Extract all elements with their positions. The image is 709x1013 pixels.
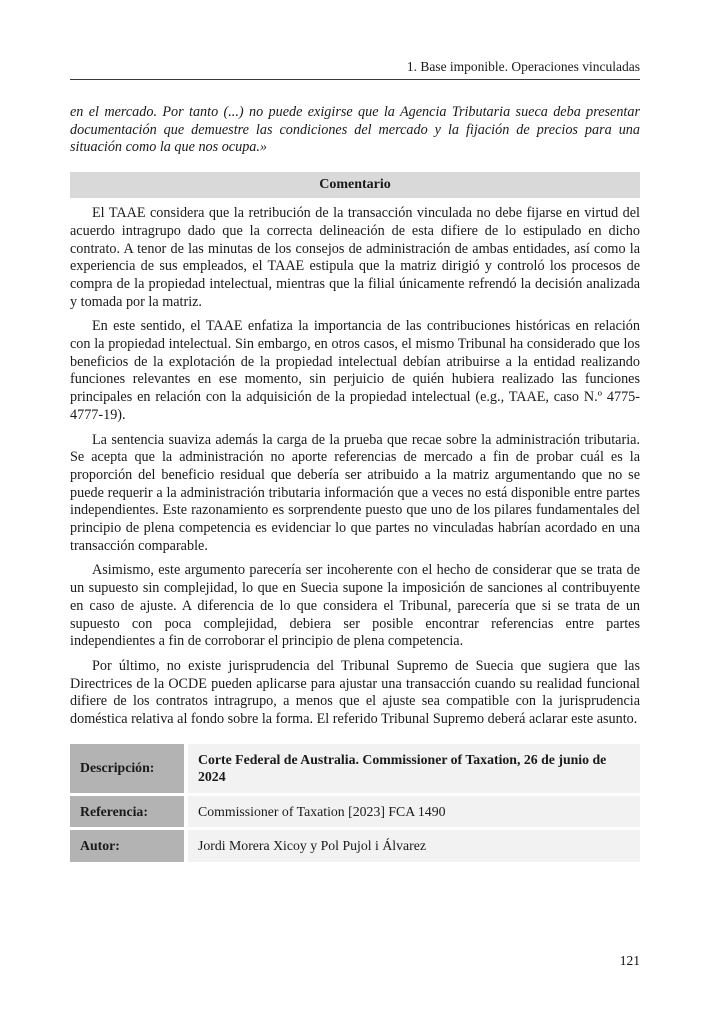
table-row-autor bbox=[70, 830, 640, 862]
comment-paragraph-1: El TAAE considera que la retribución de la transacción vinculada no debe fijarse en virtud del acuerdo intragrupo dado que la correcta delineación de esta difiere de lo estipulado en dicho contrato. A tenor de las minutas de los consejos de administración de ambas entidades, así como la experiencia de sus empleados, el TAAE estipula que la matriz dirigió y controló los procesos de compra de la propiedad intelectual, mientras que la filial únicamente refrendó la decisión analizada y tomada por la matriz. bbox=[70, 205, 640, 310]
running-header-title: 1. Base imponible. Operaciones vinculadas bbox=[406, 59, 640, 74]
running-header bbox=[70, 58, 640, 80]
comment-section-heading: Comentario bbox=[319, 177, 391, 193]
row-value-referencia: Commissioner of Taxation [2023] FCA 1490 bbox=[188, 796, 640, 828]
comment-paragraph-2: En este sentido, el TAAE enfatiza la importancia de las contribuciones históricas en relación con la propiedad intelectual. Sin embargo, en otros casos, el mismo Tribunal ha considerado que los beneficios de la explotación de la propiedad intelectual debían atribuirse a la entidad realizando funciones relevantes en ese momento, sin perjuicio de quién hubiera realizado las funciones principales en relación con la adquisición de la propiedad intelectual (e.g., TAAE, caso N.º 4775-4777-19). bbox=[70, 318, 640, 423]
quote-paragraph: en el mercado. Por tanto (...) no puede exigirse que la Agencia Tributaria sueca deba presentar documentación que demuestre las condiciones del mercado y la fijación de precios para una situación como la que nos ocupa.» bbox=[70, 104, 640, 156]
case-summary-table bbox=[70, 741, 640, 865]
page-number: 121 bbox=[619, 953, 640, 968]
table-row-descripcion bbox=[70, 744, 640, 793]
comment-paragraph-4: Asimismo, este argumento parecería ser incoherente con el hecho de considerar que se trata de un supuesto sin complejidad, lo que en Suecia supone la imposición de sanciones al contribuyente en caso de ajuste. A diferencia de lo que considera el Tribunal, parecería que si se trata de un supuesto con poca complejidad, debiera ser posible encontrar referencias entre partes independientes a fin de corroborar el principio de plena competencia. bbox=[70, 562, 640, 650]
comment-paragraph-5: Por último, no existe jurisprudencia del Tribunal Supremo de Suecia que sugiera que las Directrices de la OCDE pueden aplicarse para ajustar una transacción cuando su realidad funcional difiere de los contratos intragrupo, a menos que el ajuste sea compatible con la jurisprudencia doméstica relativa al fondo sobre la forma. El referido Tribunal Supremo deberá aclarar este asunto. bbox=[70, 657, 640, 728]
row-value-descripcion: Corte Federal de Australia. Commissioner of Taxation, 26 de junio de 2024 bbox=[188, 744, 640, 793]
row-value-autor: Jordi Morera Xicoy y Pol Pujol i Álvarez bbox=[188, 830, 640, 862]
row-label-descripcion: Descripción: bbox=[70, 744, 188, 793]
table-row-referencia bbox=[70, 796, 640, 828]
comment-paragraph-3: La sentencia suaviza además la carga de la prueba que recae sobre la administración tributaria. Se acepta que la administración no aporte referencias de mercado a fin de probar cuál es la proporción del beneficio residual que debería ser atribuido a la matriz argumentando que no se puede requerir a la administración tributaria información que a veces no está disponible entre partes independientes. Este razonamiento es sorprendente puesto que uno de los pilares fundamentales del principio de plena competencia es evidenciar lo que partes no vinculadas habrían acordado en una transacción comparable. bbox=[70, 431, 640, 554]
comment-section-bar bbox=[70, 172, 640, 198]
row-label-autor: Autor: bbox=[70, 830, 188, 862]
row-label-referencia: Referencia: bbox=[70, 796, 188, 828]
